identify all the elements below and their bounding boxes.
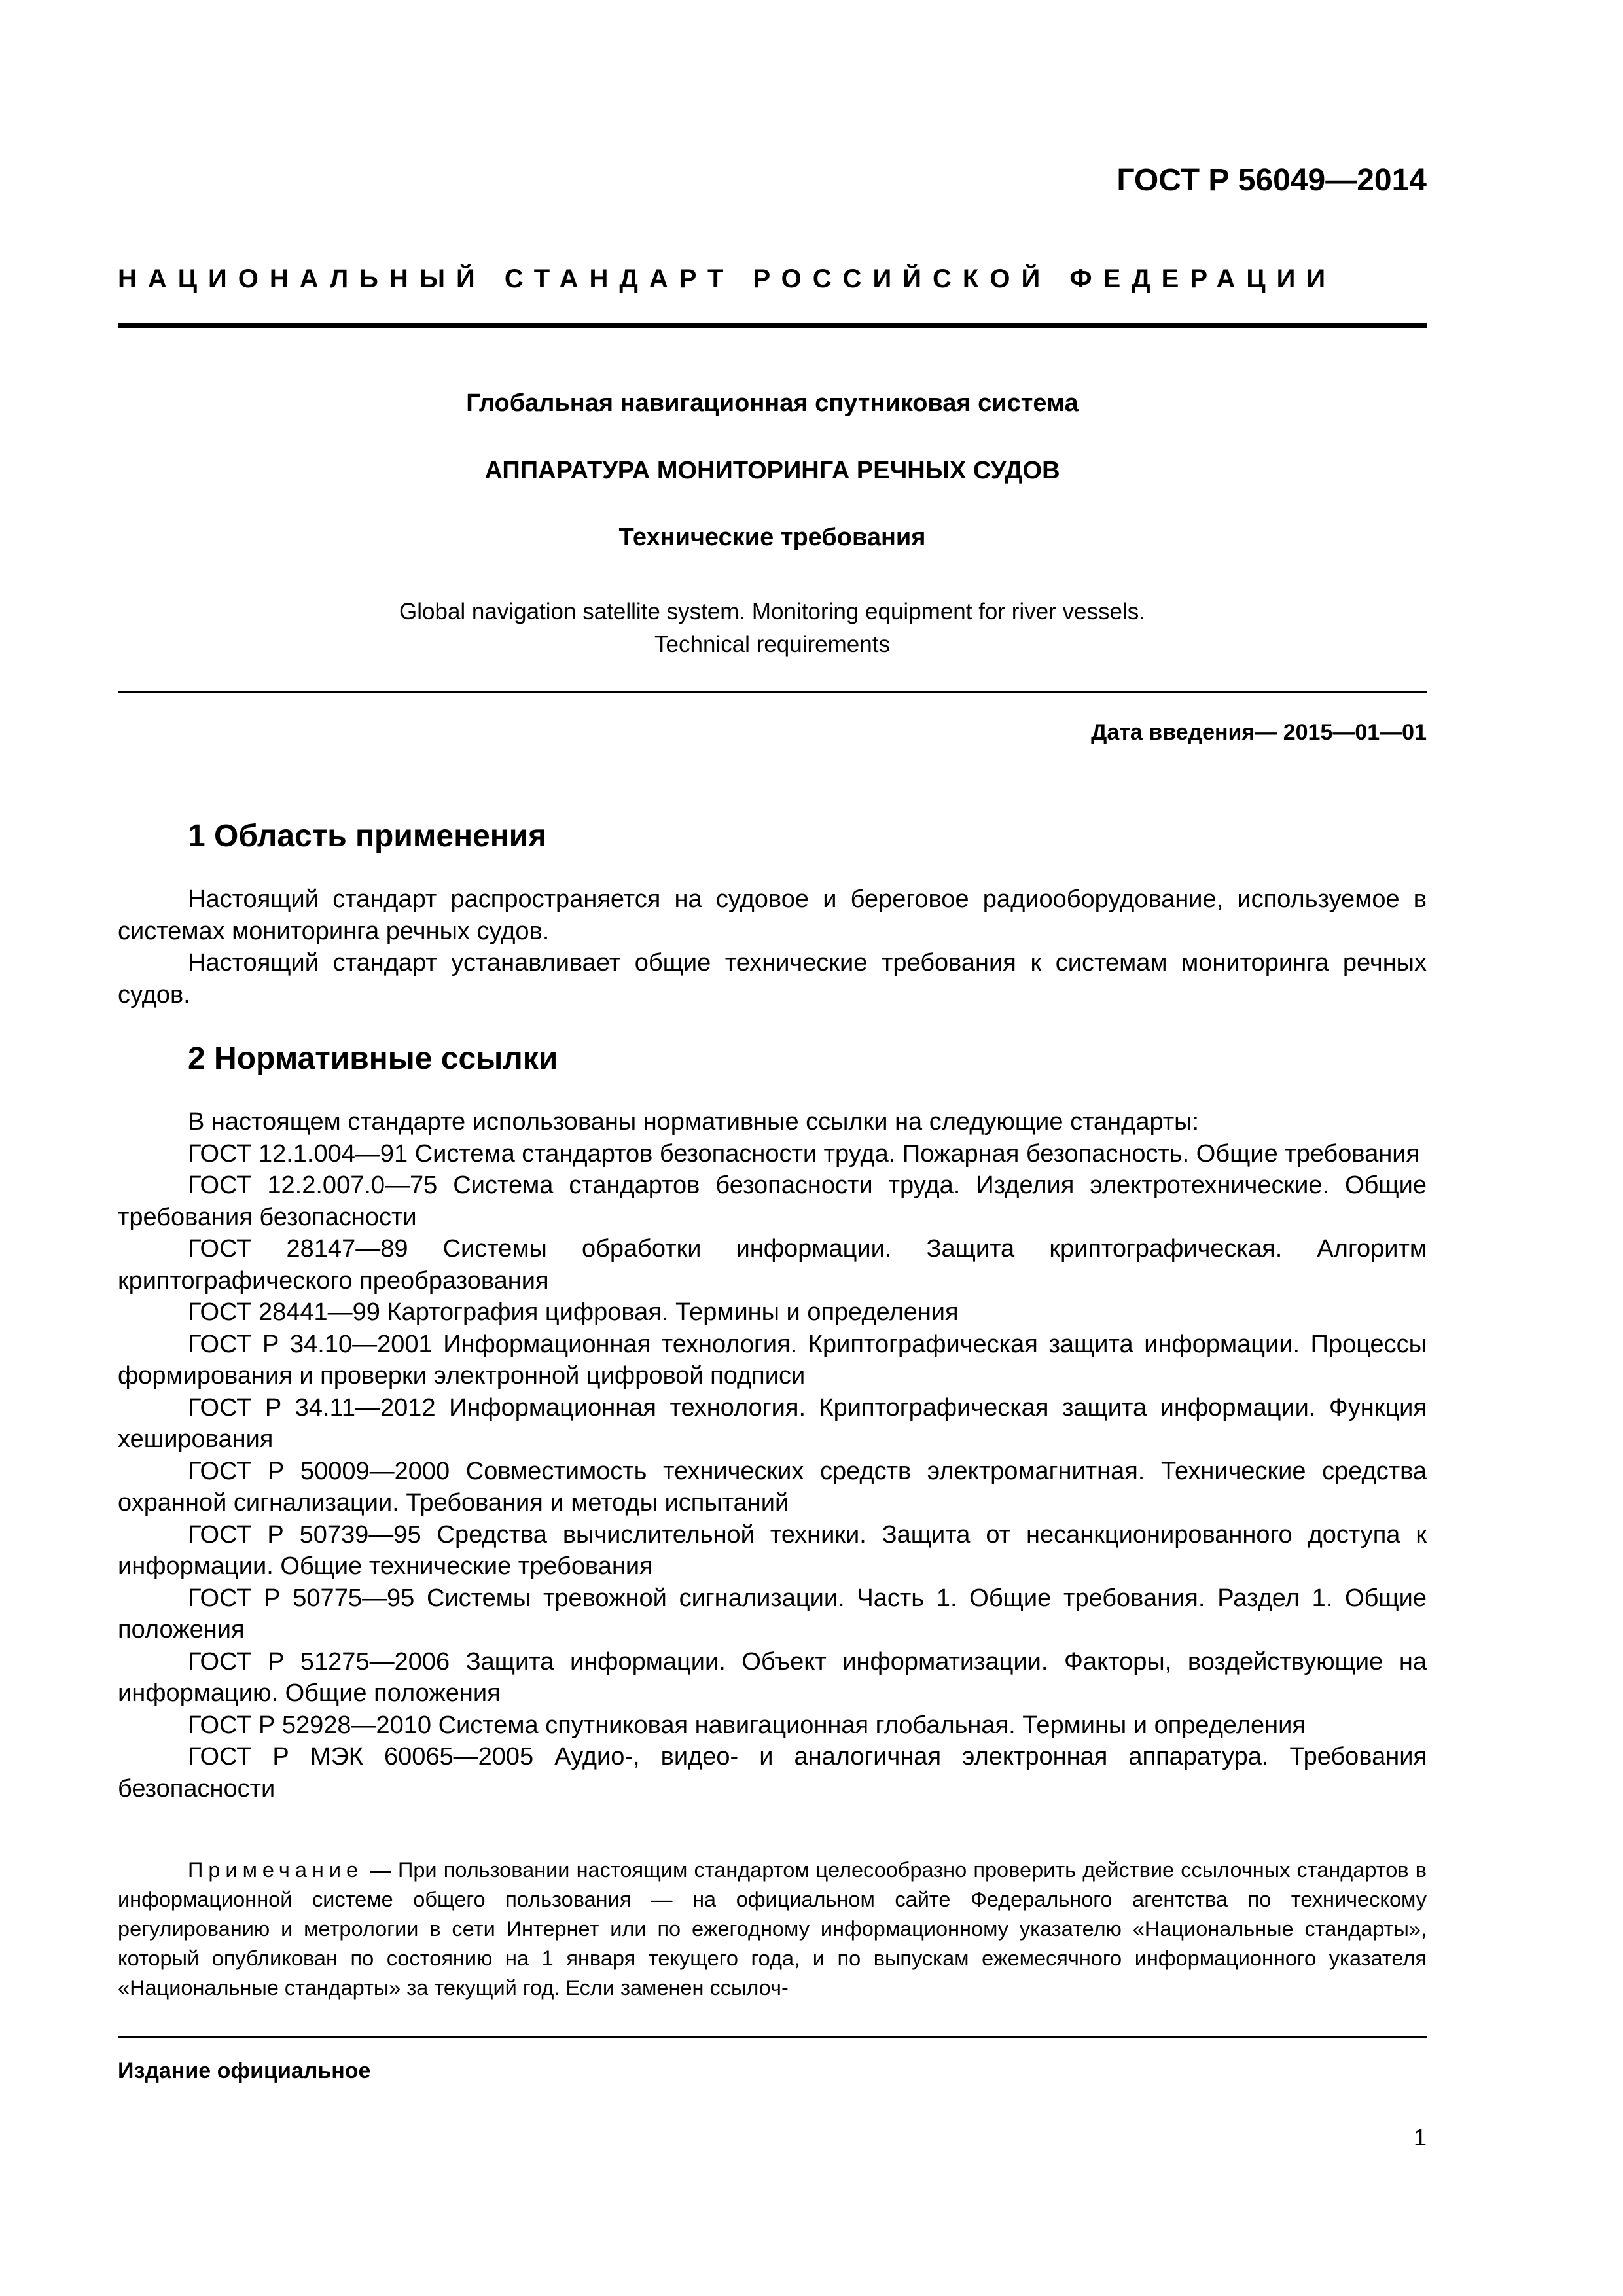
header-rule (118, 323, 1427, 328)
paragraph: Настоящий стандарт распространяется на судовое и береговое радиооборудование, используемое в системах мониторинга речных судов. (118, 886, 1427, 945)
reference-item: ГОСТ 28441—99 Картография цифровая. Термины и определения (188, 1299, 959, 1326)
section-1-body (118, 884, 1427, 1011)
title-rule (118, 691, 1427, 693)
reference-item: ГОСТ Р 51275—2006 Защита информации. Объект информатизации. Факторы, воздействующие на информацию. Общие положения (118, 1647, 1427, 1707)
english-title-line-2: Technical requirements (654, 632, 890, 657)
reference-item: ГОСТ Р 50739—95 Средства вычислительной техники. Защита от несанкционированного доступа к информации. Общие технические требования (118, 1520, 1427, 1580)
note-paragraph (118, 1856, 1427, 2003)
section-2-body (118, 1106, 1427, 1804)
edition-label: Издание официальное (118, 2058, 371, 2083)
note-label: Примечание (188, 1858, 364, 1882)
reference-item: ГОСТ 12.1.004—91 Система стандартов безопасности труда. Пожарная безопасность. Общие требования (188, 1139, 1420, 1168)
paragraph: Настоящий стандарт устанавливает общие технические требования к системам мониторинга речных судов. (118, 949, 1427, 1009)
reference-item: ГОСТ 12.2.007.0—75 Система стандартов безопасности труда. Изделия электротехнические. Общие требования безопасности (118, 1172, 1427, 1231)
title-line-3: Технические требования (618, 524, 926, 551)
note-block (118, 1856, 1427, 2003)
title-line-1: Глобальная навигационная спутниковая система (466, 389, 1079, 417)
reference-item: ГОСТ Р 34.10—2001 Информационная технология. Криптографическая защита информации. Процессы формирования и проверки электронной цифровой подписи (118, 1330, 1427, 1390)
reference-item: ГОСТ 28147—89 Системы обработки информации. Защита криптографическая. Алгоритм криптографического преобразования (118, 1235, 1427, 1295)
section-1-heading: 1 Область применения (188, 819, 547, 853)
reference-item: ГОСТ Р 50009—2000 Совместимость технических средств электромагнитная. Технические средства охранной сигнализации. Требования и методы испытаний (118, 1457, 1427, 1516)
section-2-heading: 2 Нормативные ссылки (188, 1041, 558, 1076)
introduction-date: Дата введения— 2015—01—01 (1091, 720, 1427, 745)
english-title (118, 596, 1427, 661)
reference-item: ГОСТ Р МЭК 60065—2005 Аудио-, видео- и аналогичная электронная аппаратура. Требования безопасности (118, 1743, 1427, 1803)
paragraph: В настоящем стандарте использованы нормативные ссылки на следующие стандарты: (188, 1108, 1200, 1136)
document-id: ГОСТ Р 56049—2014 (1116, 163, 1427, 198)
footer-rule (118, 2036, 1427, 2038)
national-standard-banner: НАЦИОНАЛЬНЫЙ СТАНДАРТ РОССИЙСКОЙ ФЕДЕРАЦИИ (118, 264, 1337, 293)
page-number: 1 (1413, 2124, 1427, 2151)
note-text: — При пользовании настоящим стандартом целесообразно проверить действие ссылочных стандартов в информационной системе общего пользования — на официальном сайте Федерального агентства по техническому регулированию и метрологии в сети Интернет или по ежегодному информационному указателю «Национальные стандарты», который опубликован по состоянию на 1 января текущего года, и по выпускам ежемесячного информационного указателя «Национальные стандарты» за текущий год. Если заменен ссылоч- (118, 1858, 1427, 2000)
title-line-2: АППАРАТУРА МОНИТОРИНГА РЕЧНЫХ СУДОВ (484, 457, 1060, 484)
reference-item: ГОСТ Р 50775—95 Системы тревожной сигнализации. Часть 1. Общие требования. Раздел 1. Общие положения (118, 1584, 1427, 1643)
english-title-line-1: Global navigation satellite system. Monitoring equipment for river vessels. (399, 599, 1145, 624)
reference-item: ГОСТ Р 34.11—2012 Информационная технология. Криптографическая защита информации. Функция хеширования (118, 1393, 1427, 1453)
reference-item: ГОСТ Р 52928—2010 Система спутниковая навигационная глобальная. Термины и определения (188, 1711, 1306, 1739)
